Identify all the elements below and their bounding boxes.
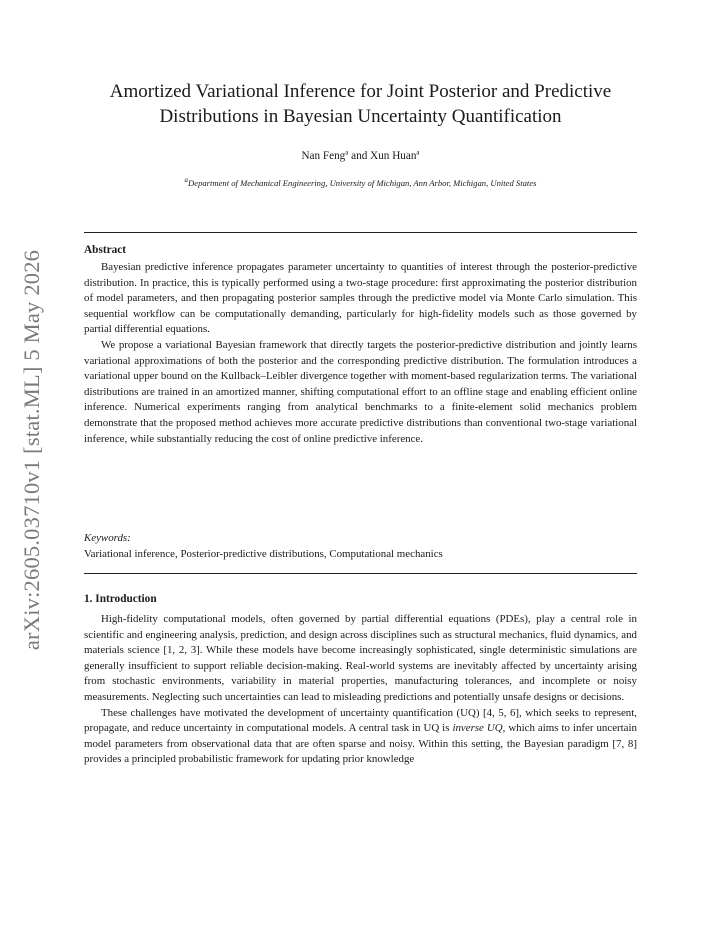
introduction-paragraph (84, 706, 637, 768)
introduction-section (84, 593, 637, 768)
abstract-bottom-rule (84, 573, 637, 574)
author-name: Xun Huan (370, 150, 417, 162)
introduction-paragraph: High-fidelity computational models, often governed by partial differential equations (PDEs), play a central role in scientific and engineering analysis, prediction, and design across disciplines such as structural mechanics, fluid dynamics, and materials science [1, 2, 3]. While these models have become increasingly sophisticated, single deterministic simulations are generally insufficient to support reliable decision-making. Real-world systems are inevitably affected by uncertainty arising from stochastic environments, variability in material properties, manufacturing tolerances, and incomplete or noisy measurements. Neglecting such uncertainties can lead to misleading predictions and potentially unsafe designs or decisions. (84, 613, 637, 703)
arxiv-sidebar (16, 250, 48, 650)
emphasized-term: inverse UQ (452, 722, 503, 735)
keywords-text: Variational inference, Posterior-predictive distributions, Computational mechanics (84, 547, 443, 560)
affiliation-marker: a (345, 148, 349, 157)
author-list (84, 150, 637, 162)
abstract-top-rule (84, 232, 637, 233)
affiliation-marker: a (184, 176, 189, 185)
abstract-paragraph: Bayesian predictive inference propagates parameter uncertainty to quantities of interest through the posterior-predictive distribution. In practice, this is typically performed using a two-stage procedure: first approximating the posterior distribution of model parameters, and then propagating posterior samples through the predictive model via Monte Carlo simulation. This sequential workflow can be computationally demanding, particularly for high-fidelity models such as those governed by partial differential equations. (84, 261, 637, 336)
abstract-heading: Abstract (84, 244, 127, 256)
affiliation-marker: a (416, 148, 420, 157)
affiliation-text: Department of Mechanical Engineering, University of Michigan, Ann Arbor, Michigan, United States (188, 178, 537, 188)
keywords-label: Keywords: (84, 532, 131, 544)
abstract-paragraph: We propose a variational Bayesian framework that directly targets the posterior-predictive distribution and jointly learns variational approximations of both the posterior and the corresponding predictive distribution. The formulation introduces a variational upper bound on the Kullback–Leibler divergence together with moment-based regularization terms. The variational distributions are trained in an amortized manner, shifting computational effort to an offline stage and enabling efficient online inference. Numerical experiments ranging from analytical benchmarks to a finite-element solid mechanics problem demonstrate that the proposed method achieves more accurate predictive distributions than conventional two-stage variational inference, while substantially reducing the cost of online predictive inference. (84, 338, 637, 445)
title-line-1: Amortized Variational Inference for Joint Posterior and Predictive (109, 81, 612, 102)
title-line-2: Distributions in Bayesian Uncertainty Quantification (159, 106, 562, 127)
introduction-heading: 1. Introduction (84, 593, 157, 605)
author-connector: and (348, 150, 371, 162)
author-name: Nan Feng (301, 150, 346, 162)
introduction-text: , which aims to infer uncertain model parameters from observational data that are often sparse and noisy. Within this setting, the Bayesian paradigm [7, 8] provides a principled probabilistic framework for updating prior knowledge (84, 722, 637, 766)
arxiv-identifier: arXiv:2605.03710v1 [stat.ML] 5 May 2026 (19, 249, 44, 651)
paper-title (84, 79, 637, 129)
introduction-text: These challenges have motivated the development of uncertainty quantification (UQ) [4, 5, 6], which seeks to represent, propagate, and reduce uncertainty in computational models. A central task in UQ is (84, 706, 637, 735)
keywords-block (84, 531, 637, 562)
abstract-section (84, 244, 637, 447)
affiliation (84, 178, 637, 188)
